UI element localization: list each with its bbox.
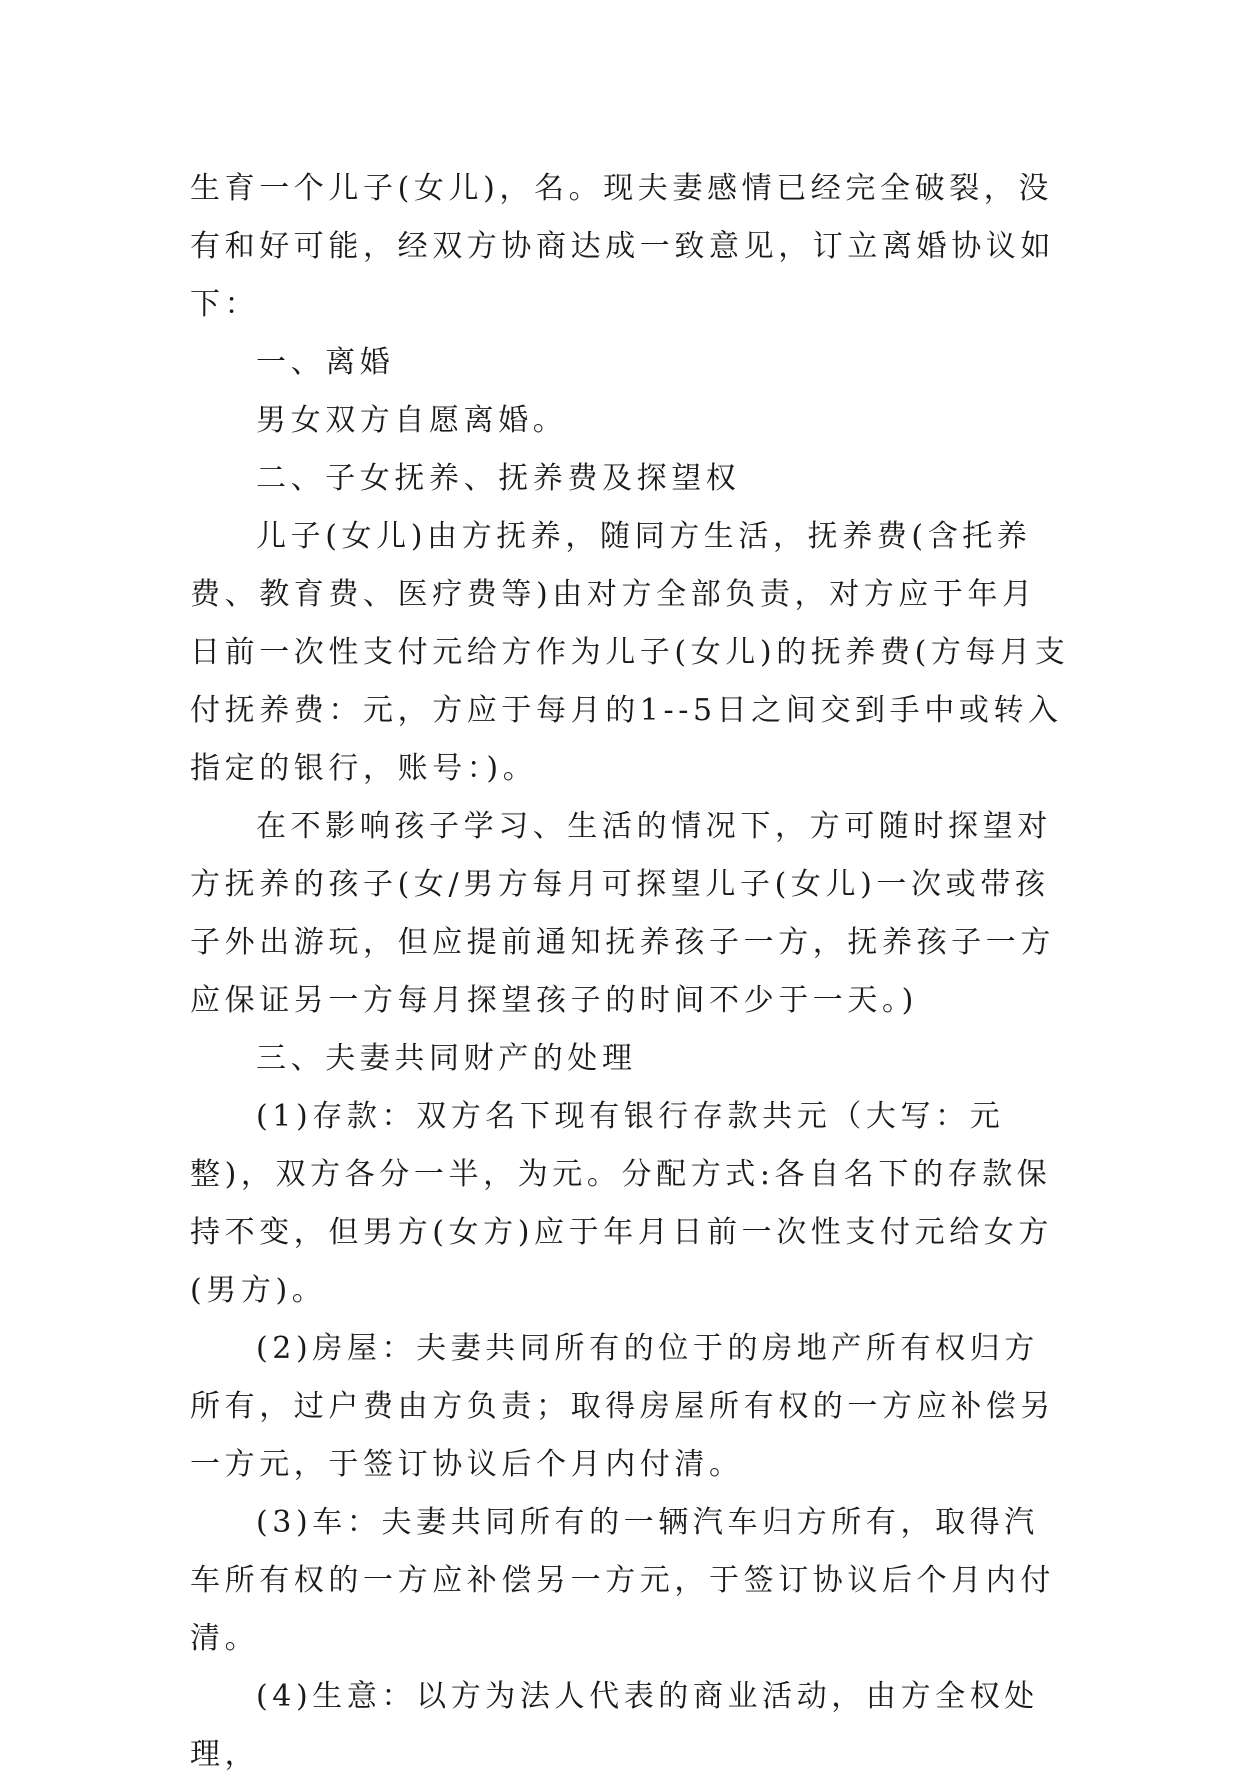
section-heading-custody: 二、子女抚养、抚养费及探望权: [256, 461, 741, 496]
paragraph-car: (3)车：夫妻共同所有的一辆汽车归方所有，取得汽车所有权的一方应补偿另一方元，于签订协议后个月内付清。: [190, 1505, 1055, 1656]
section-heading-property: 三、夫妻共同财产的处理: [256, 1041, 637, 1076]
paragraph-house: (2)房屋：夫妻共同所有的位于的房地产所有权归方所有，过户费由方负责；取得房屋所有权的一方应补偿另一方元，于签订协议后个月内付清。: [190, 1331, 1055, 1482]
paragraph-deposits: (1)存款：双方名下现有银行存款共元（大写：元整)，双方各分一半，为元。分配方式:各自名下的存款保持不变，但男方(女方)应于年月日前一次性支付元给女方(男方)。: [190, 1099, 1054, 1308]
paragraph-custody: 儿子(女儿)由方抚养，随同方生活，抚养费(含托养费、教育费、医疗费等)由对方全部负责，对方应于年月日前一次性支付元给方作为儿子(女儿)的抚养费(方每月支付抚养费：元，方应于每月的1--5日之间交到手中或转入指定的银行，账号：)。: [190, 519, 1070, 786]
paragraph-visitation: 在不影响孩子学习、生活的情况下，方可随时探望对方抚养的孩子(女/男方每月可探望儿子(女儿)一次或带孩子外出游玩，但应提前通知抚养孩子一方，抚养孩子一方应保证另一方每月探望孩子的时间不少于一天。): [190, 809, 1055, 1018]
document-body: [190, 160, 1070, 1784]
paragraph-business: (4)生意：以方为法人代表的商业活动，由方全权处理，: [190, 1679, 1039, 1772]
paragraph-divorce: 男女双方自愿离婚。: [256, 403, 568, 438]
paragraph-intro: 生育一个儿子(女儿)，名。现夫妻感情已经完全破裂，没有和好可能，经双方协商达成一致意见，订立离婚协议如下：: [190, 171, 1055, 322]
section-heading-divorce: 一、离婚: [256, 345, 395, 380]
